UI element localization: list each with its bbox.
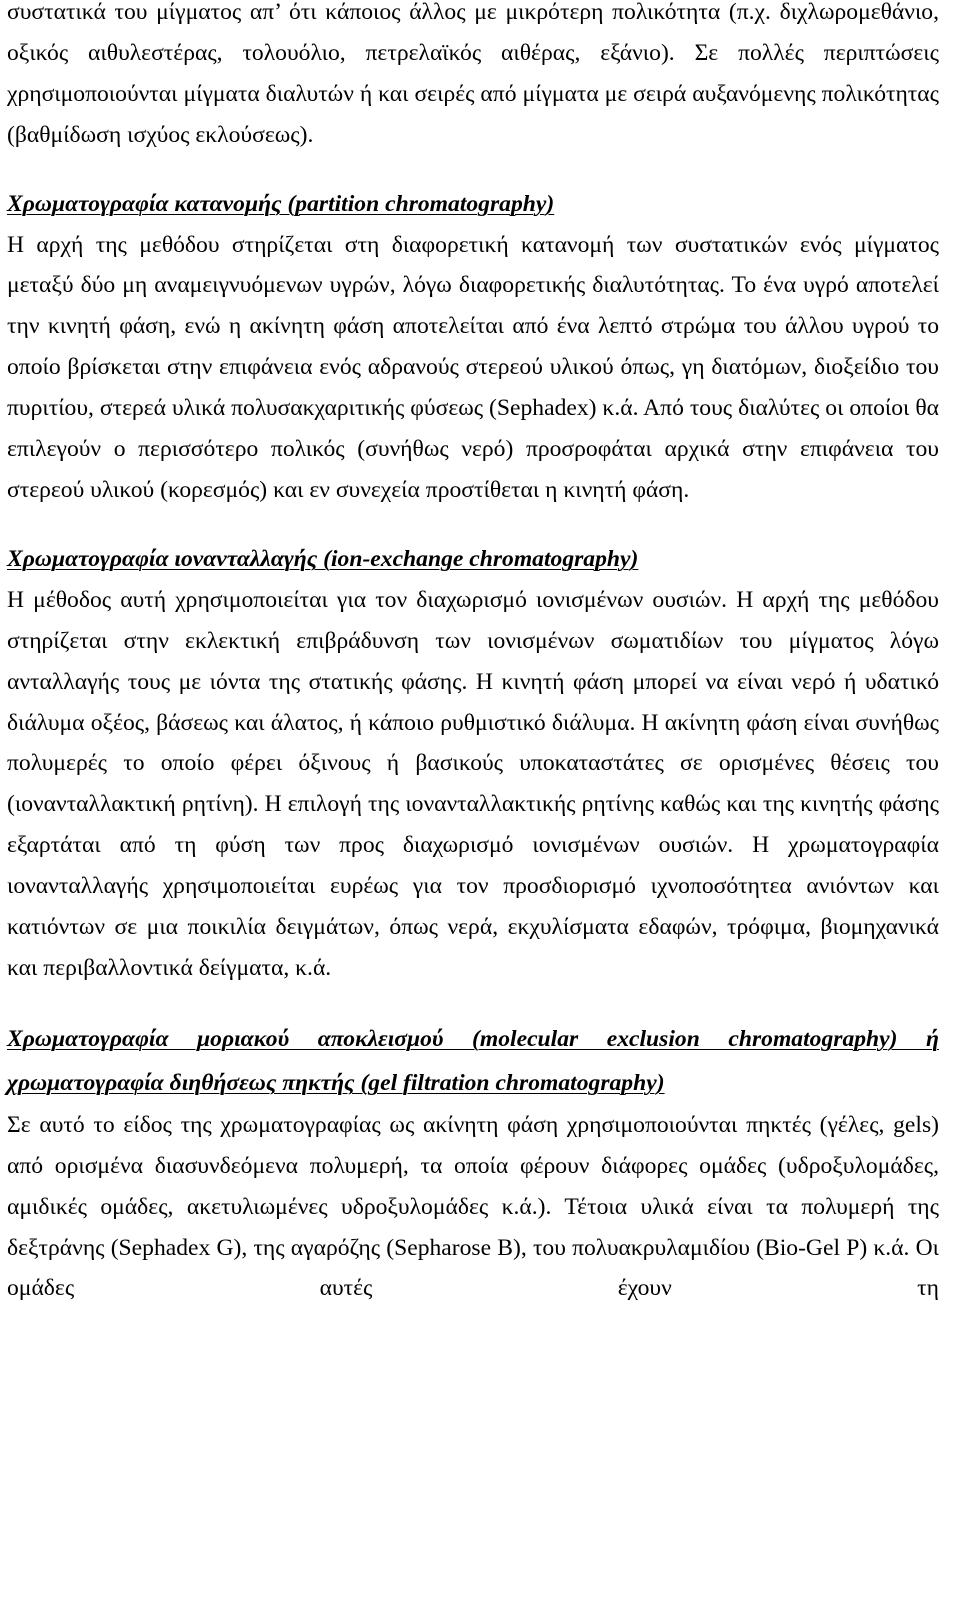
section-heading-ion-exchange: Χρωματογραφία ιονανταλλαγής (ion-exchange chromatography) [7, 545, 639, 572]
section-gap [7, 156, 939, 184]
heading-part-1: Χρωματογραφία μοριακού αποκλεισμού (molecular exclusion chromatography) ή [7, 1025, 939, 1052]
section-body-partition: Η αρχή της μεθόδου στηρίζεται στη διαφορετική κατανομή των συστατικών ενός μίγματος μεταξύ δύο μη αναμειγνυόμενων υγρών, λόγω διαφορετικής διαλυτότητας. Το ένα υγρό αποτελεί την κινητή φάση, ενώ η ακίνητη φάση αποτελείται από ένα λεπτό στρώμα του άλλου υγρού το οποίο βρίσκεται στην επιφάνεια ενός αδρανούς στερεού υλικού όπως, γη διατόμων, διοξείδιο του πυριτίου, στερεά υλικά πολυσακχαριτικής φύσεως (Sephadex) κ.ά. Από τους διαλύτες οι οποίοι θα επιλεγούν ο περισσότερο πολικός (συνήθως νερό) προσροφάται αρχικά στην επιφάνεια του στερεού υλικού (κορεσμός) και εν συνεχεία προστίθεται η κινητή φάση. [7, 231, 939, 503]
intro-paragraph: συστατικά του μίγματος απ’ ότι κάποιος άλλος με μικρότερη πολικότητα (π.χ. διχλωρομεθάνιο, οξικός αιθυλεστέρας, τολουόλιο, πετρελαϊκός αιθέρας, εξάνιο). Σε πολλές περιπτώσεις χρησιμοποιούνται μίγματα διαλυτών ή και σειρές από μίγματα με σειρά αυξανόμενης πολικότητας (βαθμίδωση ισχύος εκλούσεως). [7, 0, 939, 148]
section-body-ion-exchange: Η μέθοδος αυτή χρησιμοποιείται για τον διαχωρισμό ιονισμένων ουσιών. Η αρχή της μεθόδου στηρίζεται στην εκλεκτική επιβράδυνση των ιονισμένων σωματιδίων του μίγματος λόγω ανταλλαγής τους με ιόντα της στατικής φάσης. Η κινητή φάση μπορεί να είναι νερό ή υδατικό διάλυμα οξέος, βάσεως και άλατος, ή κάποιο ρυθμιστικό διάλυμα. Η ακίνητη φάση είναι συνήθως πολυμερές το οποίο φέρει όξινους ή βασικούς υποκαταστάτες σε ορισμένες θέσεις του (ιονανταλλακτική ρητίνη). Η επιλογή της ιονανταλλακτικής ρητίνης καθώς και της κινητής φάσης εξαρτάται από τη φύση των προς διαχωρισμό ιονισμένων ουσιών. Η χρωματογραφία ιονανταλλαγής χρησιμοποιείται ευρέως για τον προσδιορισμό ιχνοποσότητεα ανιόντων και κατιόντων σε μια ποικιλία δειγμάτων, όπως νερά, εκχυλίσματα εδαφών, τρόφιμα, βιομηχανικά και περιβαλλοντικά δείγματα, κ.ά. [7, 586, 939, 981]
section-body-molecular-exclusion: Σε αυτό το είδος της χρωματογραφίας ως ακίνητη φάση χρησιμοποιούνται πηκτές (γέλες, gels) από ορισμένα διασυνδεόμενα πολυμερή, τα οποία φέρουν διάφορες ομάδες (υδροξυλομάδες, αμιδικές ομάδες, ακετυλιωμένες υδροξυλομάδες κ.ά.). Τέτοια υλικά είναι τα πολυμερή της δεξτράνης (Sephadex G), της αγαρόζης (Sepharose B), του πολυακρυλαμιδίου (Bio-Gel P) κ.ά. Οι ομάδες αυτές έχουν τη [7, 1111, 939, 1302]
section-gap [7, 511, 939, 539]
heading-part-2: χρωματογραφία διηθήσεως πηκτής (gel filtration chromatography) [7, 1069, 665, 1096]
section-heading-molecular-exclusion [7, 1017, 939, 1105]
document-page [7, 0, 939, 1309]
section-gap [7, 989, 939, 1017]
section-heading-partition: Χρωματογραφία κατανομής (partition chromatography) [7, 190, 555, 217]
